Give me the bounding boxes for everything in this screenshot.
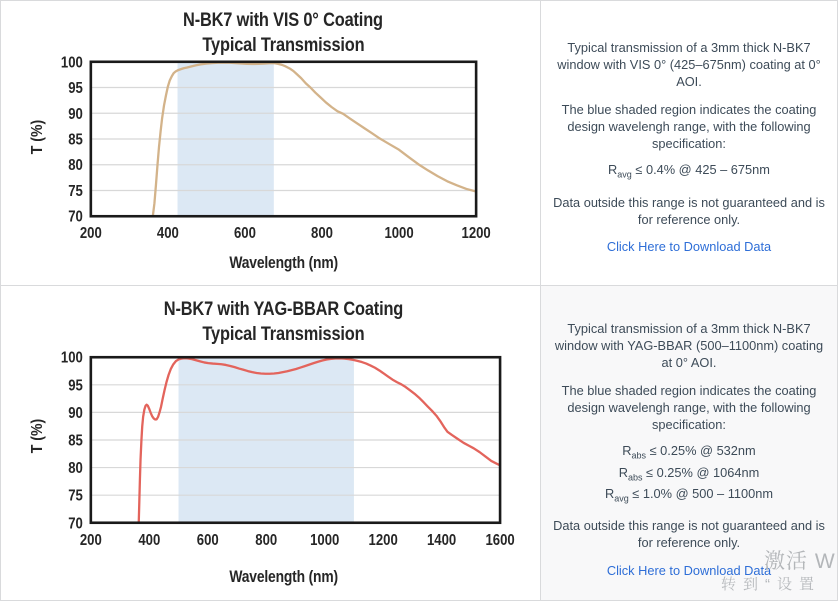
y-tick-label: 90 (68, 105, 83, 124)
chart-panel-vis (1, 1, 541, 286)
caption-shaded-region: The blue shaded region indicates the coating design wavelengh range, with the following specification: (561, 101, 817, 152)
download-data-link[interactable]: Click Here to Download Data (606, 562, 772, 578)
x-tick-label: 1000 (384, 225, 414, 243)
chart-title-line2: Typical Transmission (201, 34, 365, 56)
y-tick-label: 95 (68, 80, 83, 98)
x-axis-label: Wavelength (nm) (229, 568, 339, 586)
spec-list (552, 162, 826, 183)
x-tick-label: 600 (196, 531, 219, 550)
caption-shaded-region: The blue shaded region indicates the coating design wavelengh range, with the following specification: (561, 382, 817, 433)
x-tick-label: 400 (156, 225, 179, 243)
y-tick-label: 85 (68, 432, 83, 450)
y-tick-label: 95 (68, 377, 83, 395)
spec-line: $R_{avg} \le 1.0\%$ @ 500 – 1100nm (604, 485, 774, 504)
x-tick-label: 1400 (426, 531, 457, 550)
y-tick-label: 75 (68, 487, 83, 506)
x-tick-label: 800 (311, 225, 333, 243)
download-data-link[interactable]: Click Here to Download Data (606, 238, 772, 254)
y-tick-label: 85 (68, 131, 83, 149)
x-tick-label: 1000 (310, 531, 340, 550)
x-tick-label: 800 (255, 531, 278, 550)
spec-line: $R_{avg} \le 0.4\%$ @ 425 – 675nm (608, 162, 770, 180)
y-tick-label: 90 (68, 404, 83, 423)
x-tick-label: 600 (233, 225, 256, 243)
windows-activation-watermark-line1: 激活 W (764, 550, 836, 573)
y-axis-label: T (%) (29, 418, 46, 454)
y-tick-label: 100 (60, 54, 83, 72)
x-tick-label: 200 (79, 225, 102, 243)
y-tick-label: 70 (68, 515, 83, 533)
spec-line: $R_{abs} \le 0.25\%$ @ 1064nm (618, 464, 760, 483)
spec-list (552, 443, 826, 507)
x-tick-label: 200 (79, 531, 102, 550)
x-axis-label: Wavelength (nm) (229, 254, 339, 272)
y-tick-label: 80 (68, 460, 83, 478)
caption-transmission: Typical transmission of a 3mm thick N-BK7 window with VIS 0° (425–675nm) coating at 0° AOI. (557, 40, 821, 90)
y-tick-label: 70 (68, 208, 83, 227)
chart-title (26, 8, 540, 58)
y-tick-label: 100 (60, 349, 83, 368)
caption-disclaimer: Data outside this range is not guaranteed and is for reference only. (553, 518, 825, 551)
y-tick-label: 75 (68, 183, 83, 201)
windows-activation-watermark-line2: 转到“设置 (721, 576, 821, 593)
x-tick-label: 1600 (485, 531, 515, 550)
x-tick-label: 400 (138, 531, 161, 550)
caption-transmission: Typical transmission of a 3mm thick N-BK7 window with YAG-BBAR (500–1100nm) coating at 0° AOI. (554, 321, 824, 371)
chart-title-line1: N-BK7 with YAG-BBAR Coating (163, 298, 403, 320)
info-panel-vis (541, 1, 837, 286)
spec-line: $R_{abs} \le 0.25\%$ @ 532nm (622, 443, 756, 461)
y-axis-label: T (%) (29, 119, 46, 155)
chart-title-line1: N-BK7 with VIS 0° Coating (183, 9, 383, 31)
x-tick-label: 1200 (368, 531, 398, 550)
chart-title (26, 297, 540, 347)
y-tick-label: 80 (68, 157, 83, 175)
chart-title-line2: Typical Transmission (201, 323, 365, 345)
chart-panel-yag (1, 286, 541, 600)
caption-disclaimer: Data outside this range is not guaranteed and is for reference only. (553, 194, 825, 227)
x-tick-label: 1200 (461, 225, 491, 243)
